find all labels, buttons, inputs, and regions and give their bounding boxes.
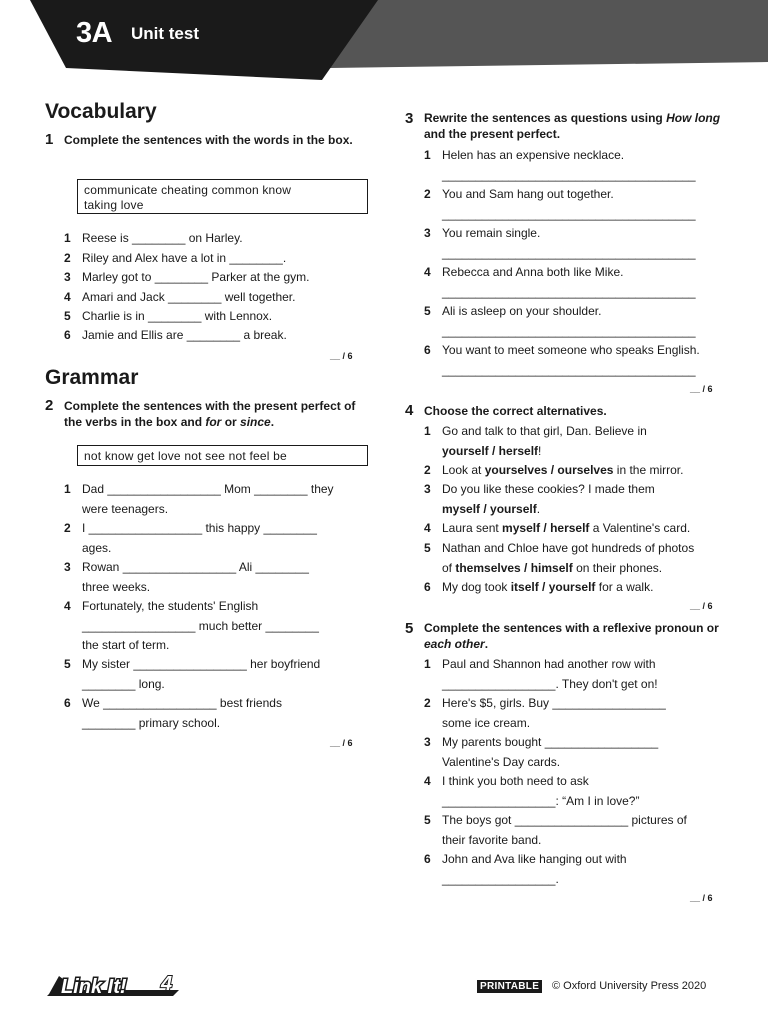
item-number: 2 [424, 696, 431, 710]
sentence-fragment: Nathan and Chloe have got hundreds of photos of [442, 541, 695, 575]
unit-title: Unit test [131, 24, 199, 43]
answer-alternatives[interactable]: yourselves / ourselves [484, 463, 614, 477]
item-text: Marley got to ________ Parker at the gym. [82, 270, 310, 284]
score-box: __ / 6 [690, 893, 713, 903]
item-number: 3 [424, 226, 431, 240]
answer-alternatives[interactable]: myself / yourself [442, 501, 537, 516]
item-number: 6 [424, 580, 431, 594]
instruction-text: and the present perfect. [424, 127, 561, 141]
item-text: I _________________ this happy ________ ages. [82, 521, 317, 555]
item-text: I think you both need to ask _________________: “Am I in love?” [442, 774, 640, 808]
link-it-logo [45, 966, 195, 1000]
item-number: 1 [424, 657, 431, 671]
item-number: 3 [424, 482, 431, 496]
item-number: 4 [424, 774, 431, 788]
item-number: 1 [64, 231, 71, 245]
item-number: 2 [64, 251, 71, 265]
instruction-text: . [484, 637, 489, 651]
item-number: 5 [424, 813, 431, 827]
exercise-instruction [64, 398, 369, 430]
item-number: 2 [64, 521, 71, 535]
word-box: not know get love not see not feel be [77, 445, 368, 466]
exercise-number: 5 [405, 620, 414, 637]
item-text: Riley and Alex have a lot in ________. [82, 251, 287, 265]
item-text [442, 578, 653, 598]
item-number: 5 [64, 309, 71, 323]
item-text: Ali is asleep on your shoulder. ______________________________________ [442, 304, 696, 338]
unit-code: 3A [76, 17, 113, 49]
instruction-text: Complete the sentences with the present perfect of the verbs in the box and [64, 399, 356, 429]
answer-alternatives[interactable]: yourself / herself [442, 443, 539, 458]
score-box: __ / 6 [330, 738, 353, 748]
item-number: 1 [424, 424, 431, 438]
svg-text:Link It!: Link It! [61, 976, 127, 998]
instruction-italic-text: How long [666, 111, 721, 125]
exercise-number: 4 [405, 402, 414, 419]
item-text: Charlie is in ________ with Lennox. [82, 309, 273, 323]
word-box: communicate cheating common know taking love [77, 179, 368, 214]
item-text: Amari and Jack ________ well together. [82, 290, 296, 304]
item-text: My sister _________________ her boyfriend ________ long. [82, 657, 321, 691]
exercise-instruction [424, 620, 724, 652]
unit-header-banner [0, 0, 768, 85]
instruction-text: Rewrite the sentences as questions using [424, 111, 667, 125]
score-box: __ / 6 [690, 601, 713, 611]
sentence-fragment: in the mirror. [613, 463, 684, 477]
sentence-fragment: for a walk. [595, 580, 654, 594]
exercise-instruction [424, 110, 724, 142]
instruction-text: Complete the sentences with a reflexive pronoun or [424, 621, 719, 635]
section-title-grammar: Grammar [45, 366, 139, 389]
item-number: 3 [424, 735, 431, 749]
item-number: 4 [424, 265, 431, 279]
score-box: __ / 6 [690, 384, 713, 394]
sentence-fragment: Go and talk to that girl, Dan. Believe in [442, 424, 647, 438]
exercise-number: 2 [45, 397, 54, 414]
exercise-instruction: Complete the sentences with the words in the box. [64, 133, 353, 147]
sentence-fragment: My dog took [442, 580, 511, 594]
item-number: 2 [424, 187, 431, 201]
item-text: Fortunately, the students' English _________________ much better ________ the start of term. [82, 599, 319, 652]
svg-text:4: 4 [161, 973, 173, 995]
item-number: 4 [424, 521, 431, 535]
item-number: 2 [424, 463, 431, 477]
answer-alternatives[interactable]: themselves / himself [455, 560, 573, 575]
instruction-italic-text: each other [424, 637, 485, 651]
item-text: Paul and Shannon had another row with _________________. They don't get on! [442, 657, 658, 691]
item-number: 5 [424, 304, 431, 318]
item-text: You and Sam hang out together. ______________________________________ [442, 187, 696, 221]
item-text: Dad _________________ Mom ________ they were teenagers. [82, 482, 334, 516]
item-text: The boys got _________________ pictures of their favorite band. [442, 813, 687, 847]
sentence-fragment: Look at [442, 463, 485, 477]
answer-alternatives[interactable]: itself / yourself [510, 580, 596, 594]
section-title-vocabulary: Vocabulary [45, 100, 157, 123]
item-number: 4 [64, 290, 71, 304]
instruction-text: . [270, 415, 275, 429]
instruction-italic-text: since [240, 415, 271, 429]
sentence-fragment: Do you like these cookies? I made them [442, 482, 655, 496]
exercise-number: 1 [45, 131, 54, 148]
item-text [442, 539, 694, 578]
item-text: John and Ava like hanging out with _________________. [442, 852, 627, 886]
item-text: You remain single. ______________________________________ [442, 226, 696, 260]
item-text [442, 422, 647, 461]
answer-alternatives[interactable]: myself / herself [502, 521, 590, 535]
item-text [442, 519, 690, 539]
sentence-fragment: ! [538, 443, 542, 458]
exercise-instruction: Choose the correct alternatives. [424, 404, 607, 418]
logo-graphic [45, 966, 195, 1000]
item-text: Here's $5, girls. Buy _________________ some ice cream. [442, 696, 666, 730]
item-number: 4 [64, 599, 71, 613]
instruction-italic-text: for [205, 415, 222, 429]
item-number: 1 [424, 148, 431, 162]
item-text: Rebecca and Anna both like Mike. ______________________________________ [442, 265, 696, 299]
item-text: Jamie and Ellis are ________ a break. [82, 328, 287, 342]
sentence-fragment: on their phones. [572, 560, 663, 575]
sentence-fragment: Laura sent [442, 521, 503, 535]
item-text: My parents bought _________________ Valentine's Day cards. [442, 735, 659, 769]
sentence-fragment: a Valentine's card. [589, 521, 691, 535]
item-number: 6 [64, 696, 71, 710]
instruction-text: or [221, 415, 241, 429]
banner-shape [0, 0, 768, 85]
printable-label: PRINTABLE [477, 980, 542, 993]
sentence-fragment: . [536, 501, 541, 516]
item-number: 6 [424, 852, 431, 866]
item-text: Helen has an expensive necklace. ______________________________________ [442, 148, 696, 182]
item-text [442, 461, 683, 481]
copyright-text: © Oxford University Press 2020 [552, 980, 707, 992]
item-text: You want to meet someone who speaks English. ______________________________________ [442, 343, 700, 377]
score-box: __ / 6 [330, 351, 353, 361]
item-text: Reese is ________ on Harley. [82, 231, 243, 245]
item-number: 6 [64, 328, 71, 342]
item-number: 5 [424, 541, 431, 555]
item-text [442, 480, 655, 519]
item-number: 3 [64, 560, 71, 574]
item-number: 3 [64, 270, 71, 284]
item-number: 1 [64, 482, 71, 496]
item-text: We _________________ best friends ________ primary school. [82, 696, 282, 730]
exercise-number: 3 [405, 110, 414, 127]
item-number: 6 [424, 343, 431, 357]
item-text: Rowan _________________ Ali ________ three weeks. [82, 560, 309, 594]
item-number: 5 [64, 657, 71, 671]
